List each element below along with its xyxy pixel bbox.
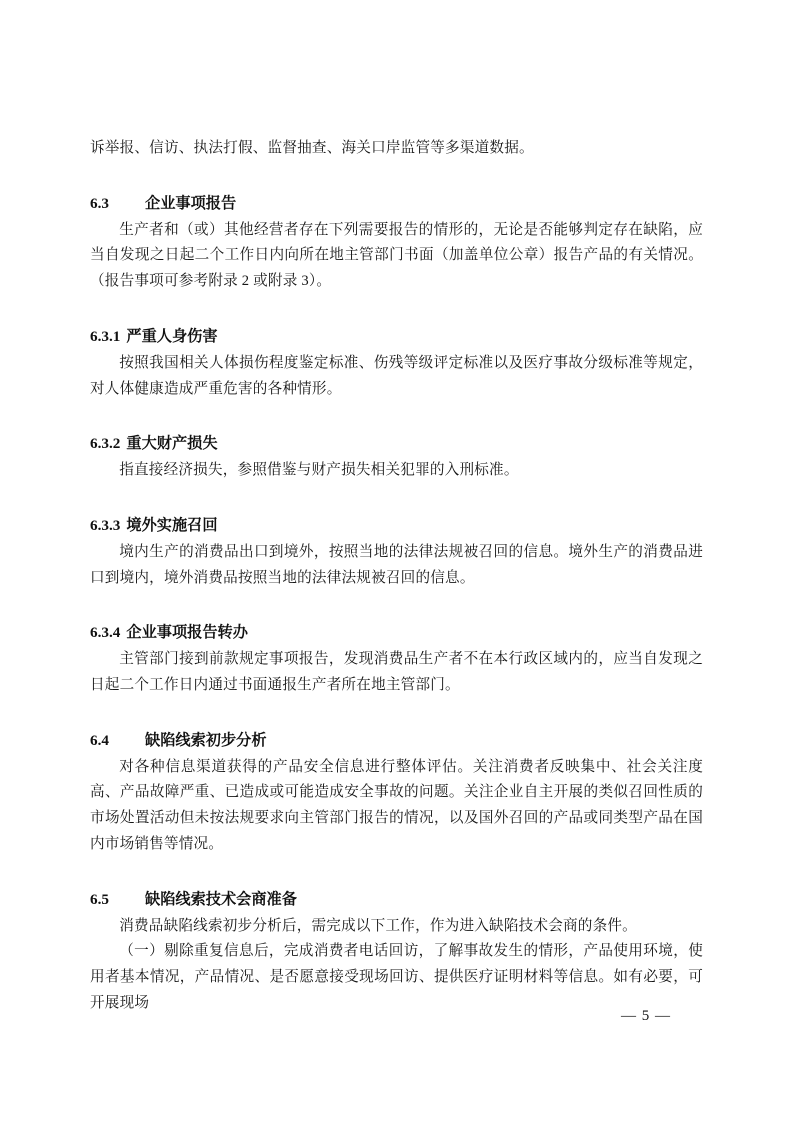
section-title: 企业事项报告转办 bbox=[126, 624, 248, 642]
section-heading-6-3 bbox=[90, 194, 703, 214]
section-title: 重大财产损失 bbox=[126, 435, 218, 453]
section-heading-6-3-4 bbox=[90, 623, 703, 643]
section-number: 6.3.4 bbox=[90, 624, 121, 642]
section-title: 企业事项报告 bbox=[145, 194, 237, 212]
section-6-3-3 bbox=[90, 516, 703, 591]
section-heading-6-3-1 bbox=[90, 327, 703, 347]
paragraph: 按照我国相关人体损伤程度鉴定标准、伤残等级评定标准以及医疗事故分级标准等规定，对人体健康造成严重危害的各种情形。 bbox=[90, 354, 703, 397]
paragraph: 生产者和（或）其他经营者存在下列需要报告的情形的，无论是否能够判定存在缺陷，应当自发现之日起二个工作日内向所在地主管部门书面（加盖单位公章）报告产品的有关情况。（报告事项可参考附录 2 或附录 3）。 bbox=[90, 221, 703, 290]
section-title: 境外实施召回 bbox=[126, 516, 218, 534]
section-6-3-2 bbox=[90, 434, 703, 484]
section-6-3 bbox=[90, 194, 703, 295]
section-heading-6-3-2 bbox=[90, 434, 703, 454]
section-number: 6.3 bbox=[90, 194, 109, 212]
page-number: — 5 — bbox=[621, 1008, 671, 1024]
section-6-3-1 bbox=[90, 327, 703, 402]
section-number: 6.4 bbox=[90, 731, 109, 749]
section-6-4 bbox=[90, 731, 703, 858]
section-title: 严重人身伤害 bbox=[126, 327, 218, 345]
paragraph: （一）剔除重复信息后，完成消费者电话回访，了解事故发生的情形，产品使用环境，使用者基本情况，产品情况、是否愿意接受现场回访、提供医疗证明材料等信息。如有必要，可开展现场 bbox=[90, 943, 703, 1011]
section-6-3-4 bbox=[90, 623, 703, 698]
section-title: 缺陷线索技术会商准备 bbox=[145, 890, 297, 908]
paragraph: 指直接经济损失，参照借鉴与财产损失相关犯罪的入刑标准。 bbox=[119, 462, 519, 479]
paragraph: 主管部门接到前款规定事项报告，发现消费品生产者不在本行政区域内的，应当自发现之日起二个工作日内通过书面通报生产者所在地主管部门。 bbox=[90, 651, 703, 694]
paragraph: 对各种信息渠道获得的产品安全信息进行整体评估。关注消费者反映集中、社会关注度高、产品故障严重、已造成或可能造成安全事故的问题。关注企业自主开展的类似召回性质的市场处置活动但未按法规要求向主管部门报告的情况，以及国外召回的产品或同类型产品在国内市场销售等情况。 bbox=[90, 758, 703, 852]
paragraph: 境内生产的消费品出口到境外，按照当地的法律法规被召回的信息。境外生产的消费品进口到境内，境外消费品按照当地的法律法规被召回的信息。 bbox=[90, 543, 703, 586]
section-number: 6.3.3 bbox=[90, 516, 121, 534]
section-number: 6.3.2 bbox=[90, 435, 121, 453]
section-heading-6-3-3 bbox=[90, 516, 703, 536]
continuation-paragraph: 诉举报、信访、执法打假、监督抽查、海关口岸监管等多渠道数据。 bbox=[90, 140, 534, 156]
section-number: 6.3.1 bbox=[90, 327, 121, 345]
paragraph: 消费品缺陷线索初步分析后，需完成以下工作，作为进入缺陷技术会商的条件。 bbox=[119, 917, 637, 934]
section-6-5 bbox=[90, 890, 703, 1017]
section-heading-6-5 bbox=[90, 890, 703, 910]
section-heading-6-4 bbox=[90, 731, 703, 751]
section-number: 6.5 bbox=[90, 890, 109, 908]
section-title: 缺陷线索初步分析 bbox=[145, 731, 267, 749]
